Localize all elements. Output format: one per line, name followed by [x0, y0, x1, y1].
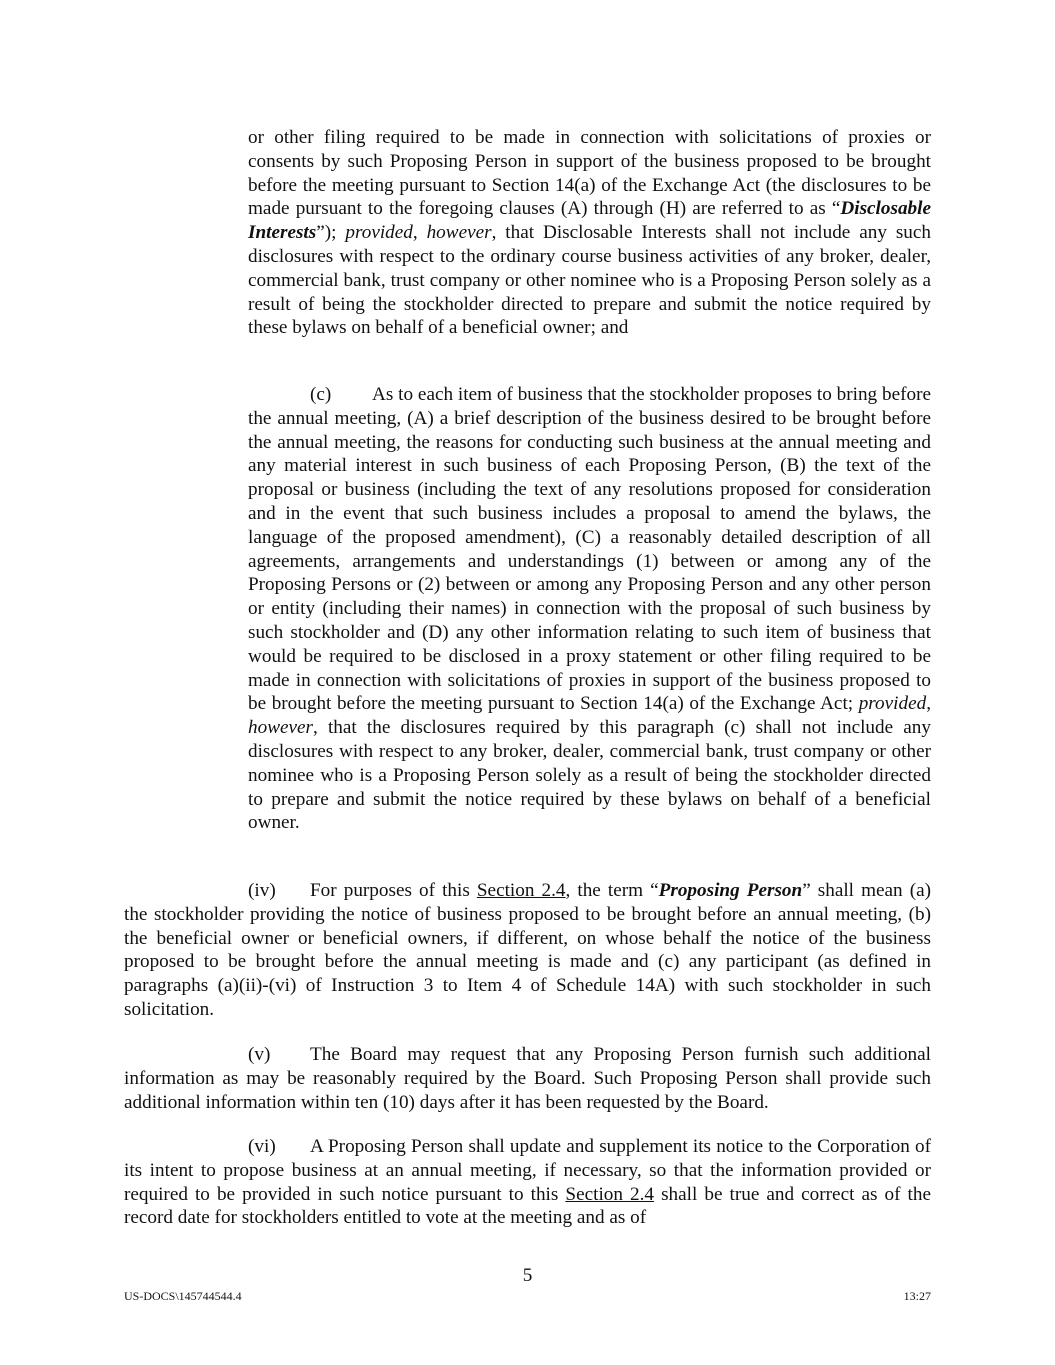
- text: A Proposing Person shall update and supplement its notice to the Corporation of its intent to propose business at an annual meeting, if necessary, so that the information provided or required to be provided in such notice pursuant to this: [124, 1136, 931, 1205]
- clause-number-v: (v): [248, 1044, 271, 1065]
- text: ,: [926, 693, 931, 715]
- paragraph-v: [124, 1043, 931, 1114]
- clause-number-vi: (vi): [248, 1136, 276, 1157]
- text: ,: [412, 222, 427, 244]
- italic-provided: provided: [345, 222, 413, 244]
- clause-number-iv: (iv): [248, 880, 276, 901]
- text: , that the disclosures required by this paragraph (c) shall not include any disclosures with respect to any broker, dealer, commercial bank, trust company or other nominee who is a Proposing Person solely as a result of being the stockholder directed to prepare and submit the notice required by these bylaws on behalf of a beneficial owner.: [248, 717, 931, 834]
- text: For purposes of this: [310, 880, 477, 901]
- footer-time: 13:27: [903, 1289, 931, 1303]
- clause-number-c: (c): [310, 384, 332, 405]
- text: , that Disclosable Interests shall not include any such disclosures with respect to the ordinary course business activities of any broker, dealer, commercial bank, trust company or other nominee who is a Proposing Person solely as a result of being the stockholder directed to prepare and submit the notice required by these bylaws on behalf of a beneficial owner; and: [248, 222, 931, 339]
- text: As to each item of business that the stockholder proposes to bring before the annual meeting, (A) a brief description of the business desired to be brought before the annual meeting, the reasons for conducting such business at the annual meeting and any material interest in such business of each Proposing Person, (B) the text of the proposal or business (including the text of any resolutions proposed for consideration and in the event that such business includes a proposal to amend the bylaws, the language of the proposed amendment), (C) a reasonably detailed description of all agreements, arrangements and understandings (1) between or among any of the Proposing Persons or (2) between or among any Proposing Person and any other person or entity (including their names) in connection with the proposal of such business by such stockholder and (D) any other information relating to such item of business that would be required to be disclosed in a proxy statement or other filing required to be made in connection with solicitations of proxies in support of the business proposed to be brought before the meeting pursuant to Section 14(a) of the Exchange Act;: [248, 384, 931, 715]
- text: shall be true and correct as of the record date for stockholders entitled to vote at the meeting and as of: [124, 1183, 931, 1229]
- defined-term-proposing-person: Proposing Person: [658, 880, 803, 901]
- text: The Board may request that any Proposing Person furnish such additional information as may be reasonably required by the Board. Such Proposing Person shall provide such additional information within ten (10) days after it has been requested by the Board.: [124, 1044, 931, 1113]
- section-reference: Section 2.4: [565, 1183, 655, 1205]
- text: ” shall mean (a) the stockholder providing the notice of business proposed to be brought before an annual meeting, (b) the beneficial owner or beneficial owners, if different, on whose behalf the notice of the business proposed to be brought before the annual meeting is made and (c) any participant (as defined in paragraphs (a)(ii)-(vi) of Instruction 3 to Item 4 of Schedule 14A) with such stockholder in such solicitation.: [124, 880, 932, 1020]
- paragraph-disclosable-interests: [248, 126, 931, 340]
- italic-however: however: [426, 222, 492, 244]
- document-id: US-DOCS\145744544.4: [124, 1289, 242, 1303]
- text: , the term “: [565, 880, 659, 901]
- italic-however: however: [248, 717, 314, 739]
- paragraph-vi: [124, 1135, 931, 1230]
- text: ”);: [316, 222, 346, 244]
- paragraph-iv: [124, 879, 931, 1022]
- paragraph-c: [248, 383, 931, 835]
- page-number: 5: [522, 1265, 533, 1286]
- italic-provided: provided: [858, 693, 927, 715]
- section-reference: Section 2.4: [476, 880, 566, 901]
- defined-term-disclosable-interests: Disclosable Interests: [248, 198, 931, 244]
- text: or other filing required to be made in connection with solicitations of proxies or consents by such Proposing Person in support of the business proposed to be brought before the meeting pursuant to Section 14(a) of the Exchange Act (the disclosures to be made pursuant to the foregoing clauses (A) through (H) are referred to as “: [248, 127, 931, 220]
